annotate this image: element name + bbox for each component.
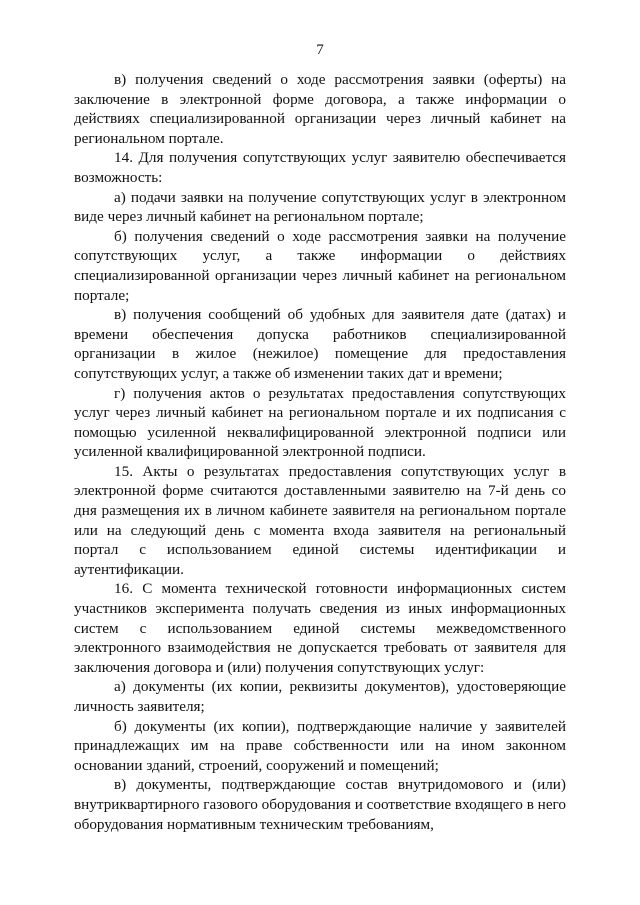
paragraph-14a: а) подачи заявки на получение сопутствующих услуг в электронном виде через личный кабинет на региональном портале; — [74, 188, 566, 226]
paragraph-16b: б) документы (их копии), подтверждающие наличие у заявителей принадлежащих им на праве собственности или на ином законном основании зданий, строений, сооружений и помещений; — [74, 717, 566, 774]
paragraph-16v: в) документы, подтверждающие состав внутридомового и (или) внутриквартирного газового оборудования и соответствие входящего в него оборудования нормативным техническим требованиям, — [74, 776, 566, 833]
paragraph-16a: а) документы (их копии, реквизиты документов), удостоверяющие личность заявителя; — [74, 678, 566, 715]
paragraph-15: 15. Акты о результатах предоставления сопутствующих услуг в электронной форме считаются доставленными заявителю на 7-й день со дня размещения их в личном кабинете заявителя на региональном портале или на следующий день с момента входа заявителя на региональный портал с использованием единой системы идентификации и аутентификации. — [74, 462, 566, 578]
paragraph-14: 14. Для получения сопутствующих услуг заявителю обеспечивается возможность: — [74, 149, 566, 186]
paragraph-14b: б) получения сведений о ходе рассмотрения заявки на получение сопутствующих услуг, а также информации о действиях специализированной организации через личный кабинет на региональном портале; — [74, 227, 566, 304]
paragraph-13v: в) получения сведений о ходе рассмотрения заявки (оферты) на заключение в электронной форме договора, а также информации о действиях специализированной организации через личный кабинет на региональном портале. — [74, 71, 566, 147]
paragraph-16: 16. С момента технической готовности информационных систем участников эксперимента получать сведения из иных информационных систем с использованием единой системы межведомственного электронного взаимодействия не допускается требовать от заявителя для заключения договора и (или) получения сопутствующих услуг: — [74, 580, 566, 676]
document-body — [74, 70, 566, 834]
paragraph-14g: г) получения актов о результатах предоставления сопутствующих услуг через личный кабинет на региональном портале и их подписания с помощью усиленной неквалифицированной электронной подписи или усиленной квалифицированной электронной подписи. — [74, 384, 566, 461]
page-number: 7 — [316, 42, 324, 58]
paragraph-14v: в) получения сообщений об удобных для заявителя дате (датах) и времени обеспечения допуска работников специализированной организации в жилое (нежилое) помещение для предоставления сопутствующих услуг, а также об изменении таких дат и времени; — [74, 306, 566, 382]
